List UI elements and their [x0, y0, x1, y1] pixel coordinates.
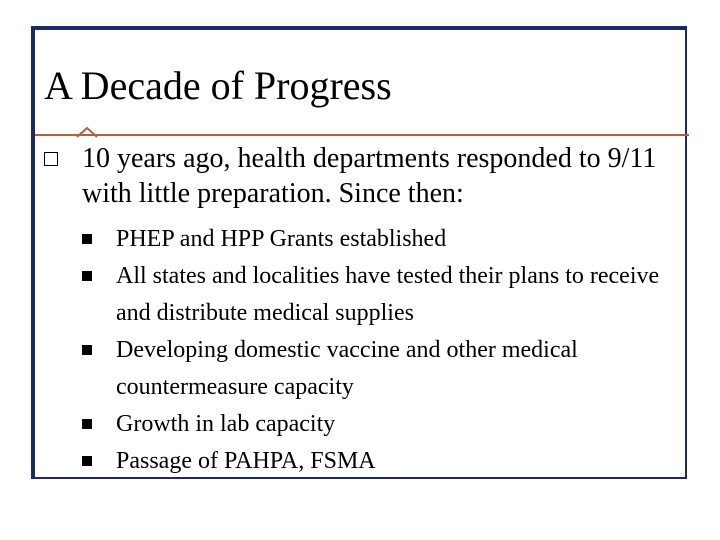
filled-square-icon [82, 234, 92, 244]
sub-bullet-text: All states and localities have tested their plans to receive and distribute medical supplies [116, 263, 660, 326]
title-rule [35, 134, 689, 136]
filled-square-icon [82, 419, 92, 429]
sub-bullet-list [82, 221, 682, 480]
sub-bullet-text: Growth in lab capacity [116, 411, 336, 437]
sub-bullet-item [82, 221, 682, 258]
sub-bullet-text: Developing domestic vaccine and other medical countermeasure capacity [116, 337, 578, 400]
sub-bullet-item [82, 332, 682, 406]
main-bullet [44, 141, 684, 211]
sub-bullet-text: PHEP and HPP Grants established [116, 226, 447, 252]
hollow-square-icon [44, 152, 58, 166]
sub-bullet-text: Passage of PAHPA, FSMA [116, 448, 376, 474]
sub-bullet-item [82, 443, 682, 480]
slide-title: A Decade of Progress [44, 63, 392, 108]
sub-bullet-item [82, 258, 682, 332]
filled-square-icon [82, 345, 92, 355]
filled-square-icon [82, 456, 92, 466]
sub-bullet-item [82, 406, 682, 443]
main-bullet-text: 10 years ago, health departments responded to 9/11 with little preparation. Since then: [82, 143, 657, 209]
caret-up-icon [76, 126, 98, 138]
filled-square-icon [82, 271, 92, 281]
